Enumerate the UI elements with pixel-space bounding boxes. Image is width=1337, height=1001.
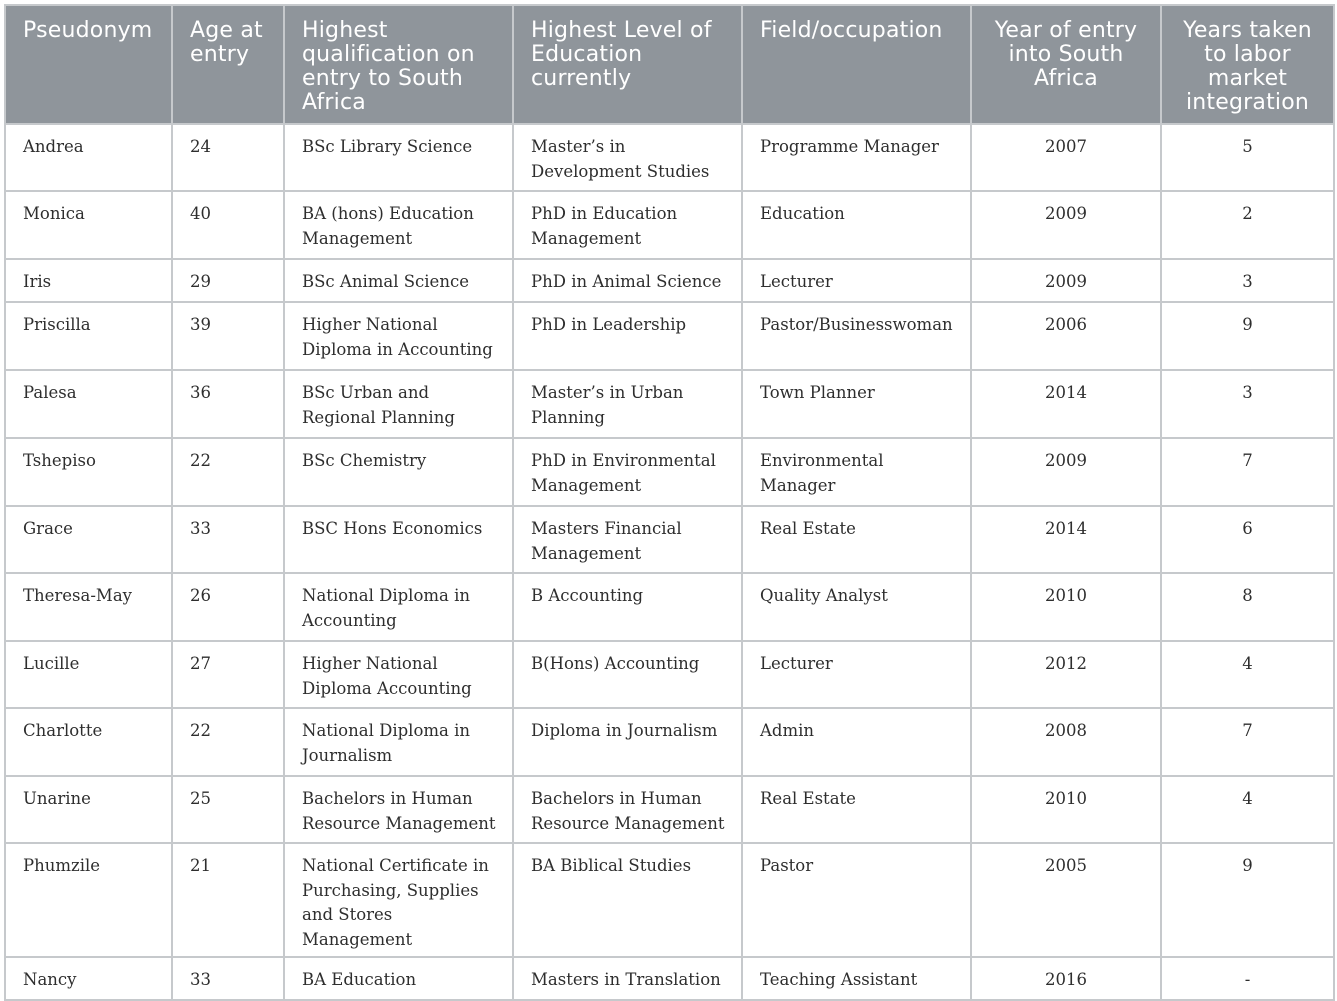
cell-age: 33 — [172, 957, 284, 1000]
cell-years-to-integration: 4 — [1161, 641, 1334, 708]
cell-entry-year: 2010 — [971, 573, 1161, 641]
cell-pseudonym: Palesa — [5, 370, 172, 438]
cell-occupation: Teaching Assistant — [742, 957, 971, 1000]
cell-entry-qualification: National Certificate in Purchasing, Supplies and Stores Management — [284, 843, 513, 957]
cell-current-education: B(Hons) Accounting — [513, 641, 742, 708]
cell-years-to-integration: 2 — [1161, 191, 1334, 259]
participants-table — [4, 4, 1335, 1001]
table-row — [5, 506, 1334, 573]
cell-current-education: Masters in Translation — [513, 957, 742, 1000]
cell-pseudonym: Priscilla — [5, 302, 172, 370]
cell-entry-qualification: Higher National Diploma in Accounting — [284, 302, 513, 370]
cell-current-education: PhD in Animal Science — [513, 259, 742, 302]
cell-entry-qualification: BA (hons) Education Management — [284, 191, 513, 259]
cell-entry-year: 2007 — [971, 124, 1161, 191]
cell-entry-qualification: BSc Animal Science — [284, 259, 513, 302]
cell-entry-year: 2010 — [971, 776, 1161, 843]
cell-current-education: Diploma in Journalism — [513, 708, 742, 776]
cell-pseudonym: Charlotte — [5, 708, 172, 776]
cell-pseudonym: Andrea — [5, 124, 172, 191]
cell-current-education: Master’s in Urban Planning — [513, 370, 742, 438]
cell-years-to-integration: 9 — [1161, 843, 1334, 957]
cell-occupation: Pastor — [742, 843, 971, 957]
cell-entry-year: 2014 — [971, 370, 1161, 438]
cell-occupation: Real Estate — [742, 776, 971, 843]
cell-years-to-integration: 7 — [1161, 438, 1334, 506]
cell-age: 21 — [172, 843, 284, 957]
cell-entry-year: 2014 — [971, 506, 1161, 573]
cell-age: 22 — [172, 708, 284, 776]
header-field-occupation: Field/occupation — [742, 5, 971, 124]
cell-pseudonym: Nancy — [5, 957, 172, 1000]
cell-current-education: PhD in Leadership — [513, 302, 742, 370]
cell-occupation: Education — [742, 191, 971, 259]
cell-current-education: Bachelors in Human Resource Management — [513, 776, 742, 843]
table-row — [5, 259, 1334, 302]
cell-pseudonym: Lucille — [5, 641, 172, 708]
cell-age: 33 — [172, 506, 284, 573]
cell-pseudonym: Iris — [5, 259, 172, 302]
table-row — [5, 438, 1334, 506]
cell-entry-qualification: National Diploma in Journalism — [284, 708, 513, 776]
table-row — [5, 957, 1334, 1000]
table-row — [5, 124, 1334, 191]
cell-age: 24 — [172, 124, 284, 191]
cell-age: 22 — [172, 438, 284, 506]
cell-age: 29 — [172, 259, 284, 302]
cell-current-education: Masters Financial Management — [513, 506, 742, 573]
cell-entry-year: 2016 — [971, 957, 1161, 1000]
cell-pseudonym: Theresa-May — [5, 573, 172, 641]
cell-entry-qualification: BSc Library Science — [284, 124, 513, 191]
cell-pseudonym: Grace — [5, 506, 172, 573]
header-qualification-on-entry: Highest qualification on entry to South Africa — [284, 5, 513, 124]
cell-entry-year: 2006 — [971, 302, 1161, 370]
cell-years-to-integration: - — [1161, 957, 1334, 1000]
cell-age: 26 — [172, 573, 284, 641]
header-current-education: Highest Level of Education currently — [513, 5, 742, 124]
cell-entry-qualification: Bachelors in Human Resource Management — [284, 776, 513, 843]
header-age-at-entry: Age at entry — [172, 5, 284, 124]
cell-entry-qualification: BSC Hons Economics — [284, 506, 513, 573]
cell-years-to-integration: 3 — [1161, 370, 1334, 438]
cell-entry-qualification: BSc Chemistry — [284, 438, 513, 506]
header-pseudonym: Pseudonym — [5, 5, 172, 124]
cell-entry-year: 2009 — [971, 259, 1161, 302]
table-row — [5, 843, 1334, 957]
cell-entry-year: 2009 — [971, 191, 1161, 259]
cell-current-education: PhD in Education Management — [513, 191, 742, 259]
cell-pseudonym: Tshepiso — [5, 438, 172, 506]
cell-pseudonym: Phumzile — [5, 843, 172, 957]
cell-age: 25 — [172, 776, 284, 843]
cell-age: 27 — [172, 641, 284, 708]
cell-occupation: Lecturer — [742, 641, 971, 708]
table-row — [5, 776, 1334, 843]
table-row — [5, 302, 1334, 370]
cell-entry-qualification: National Diploma in Accounting — [284, 573, 513, 641]
cell-current-education: BA Biblical Studies — [513, 843, 742, 957]
cell-current-education: Master’s in Development Studies — [513, 124, 742, 191]
cell-current-education: B Accounting — [513, 573, 742, 641]
cell-occupation: Pastor/Businesswoman — [742, 302, 971, 370]
cell-years-to-integration: 7 — [1161, 708, 1334, 776]
cell-occupation: Quality Analyst — [742, 573, 971, 641]
cell-age: 40 — [172, 191, 284, 259]
table-row — [5, 641, 1334, 708]
cell-years-to-integration: 4 — [1161, 776, 1334, 843]
cell-age: 39 — [172, 302, 284, 370]
cell-years-to-integration: 3 — [1161, 259, 1334, 302]
table-row — [5, 573, 1334, 641]
cell-current-education: PhD in Environmental Management — [513, 438, 742, 506]
cell-entry-qualification: BSc Urban and Regional Planning — [284, 370, 513, 438]
cell-occupation: Town Planner — [742, 370, 971, 438]
cell-pseudonym: Monica — [5, 191, 172, 259]
cell-occupation: Environmental Manager — [742, 438, 971, 506]
header-years-to-integration: Years taken to labor market integration — [1161, 5, 1334, 124]
cell-age: 36 — [172, 370, 284, 438]
cell-entry-year: 2009 — [971, 438, 1161, 506]
header-row — [5, 5, 1334, 124]
cell-entry-year: 2005 — [971, 843, 1161, 957]
cell-years-to-integration: 6 — [1161, 506, 1334, 573]
cell-entry-qualification: BA Education — [284, 957, 513, 1000]
cell-entry-year: 2008 — [971, 708, 1161, 776]
cell-occupation: Admin — [742, 708, 971, 776]
cell-years-to-integration: 5 — [1161, 124, 1334, 191]
cell-entry-year: 2012 — [971, 641, 1161, 708]
header-year-of-entry: Year of entry into South Africa — [971, 5, 1161, 124]
table-row — [5, 370, 1334, 438]
cell-entry-qualification: Higher National Diploma Accounting — [284, 641, 513, 708]
cell-occupation: Lecturer — [742, 259, 971, 302]
cell-occupation: Programme Manager — [742, 124, 971, 191]
cell-pseudonym: Unarine — [5, 776, 172, 843]
cell-years-to-integration: 8 — [1161, 573, 1334, 641]
cell-occupation: Real Estate — [742, 506, 971, 573]
table-row — [5, 708, 1334, 776]
table-row — [5, 191, 1334, 259]
cell-years-to-integration: 9 — [1161, 302, 1334, 370]
